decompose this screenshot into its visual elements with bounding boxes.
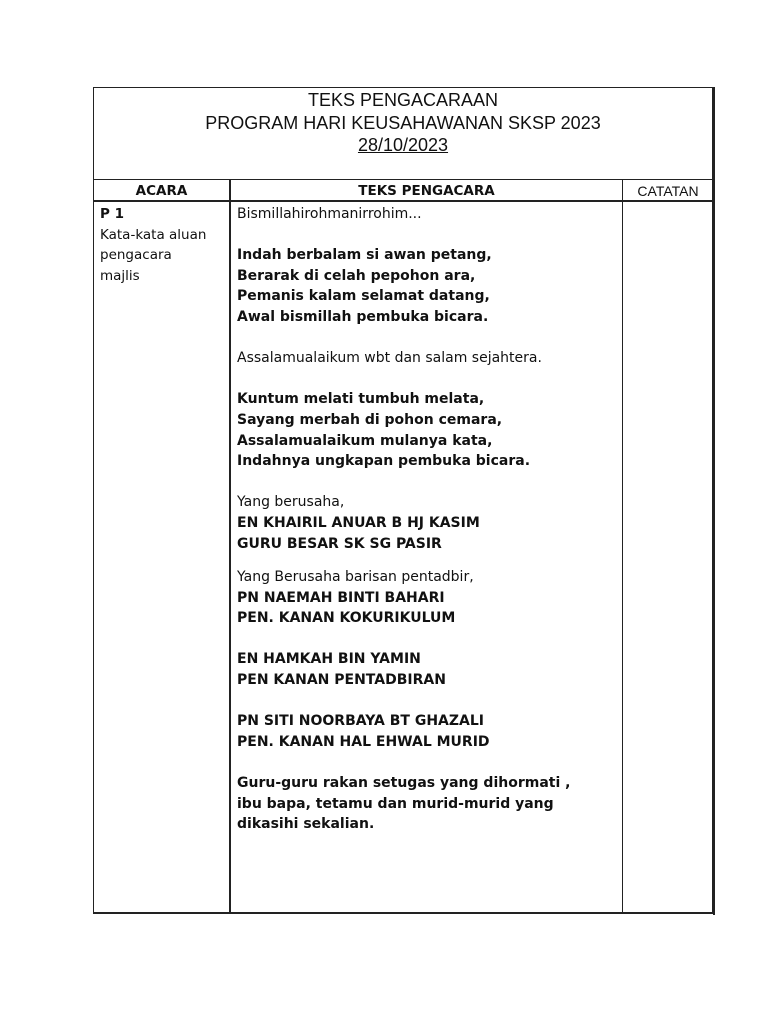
column-header-catatan: CATATAN — [637, 183, 699, 199]
column-header-acara: ACARA — [135, 183, 188, 199]
pk-pentadbiran-name: EN HAMKAH BIN YAMIN — [237, 651, 421, 668]
greeting-line: Assalamualaikum wbt dan salam sejahtera. — [237, 350, 542, 367]
acara-code: P 1 — [100, 206, 124, 222]
header-program: PROGRAM HARI KEUSAHAWANAN SKSP 2023 — [205, 113, 601, 133]
pk-kokurikulum-title: PEN. KANAN KOKURIKULUM — [237, 610, 456, 627]
header-bottom-rule — [94, 179, 713, 180]
catatan-cell — [623, 202, 713, 912]
closing-line: dikasihi sekalian. — [237, 816, 375, 833]
header-date: 28/10/2023 — [357, 135, 449, 155]
column-header-rule — [94, 200, 713, 202]
guru-besar-title: GURU BESAR SK SG PASIR — [237, 535, 442, 552]
pantun1-line: Awal bismillah pembuka bicara. — [237, 308, 489, 325]
pk-hem-name: PN SITI NOORBAYA BT GHAZALI — [237, 713, 485, 730]
acara-cell — [100, 204, 225, 286]
pantun1-line: Pemanis kalam selamat datang, — [237, 288, 490, 305]
pantun1-line: Indah berbalam si awan petang, — [237, 247, 492, 264]
pk-hem-title: PEN. KANAN HAL EHWAL MURID — [237, 733, 490, 750]
acara-desc-line: pengacara — [100, 247, 172, 264]
pantun2-line: Assalamualaikum mulanya kata, — [237, 432, 493, 449]
table-right-border — [713, 87, 715, 915]
pk-kokurikulum-name: PN NAEMAH BINTI BAHARI — [237, 589, 445, 606]
header-title: TEKS PENGACARAAN — [307, 90, 499, 110]
column-divider-acara — [229, 180, 231, 913]
teks-pengacara-cell — [237, 204, 617, 835]
yang-berusaha-line: Yang berusaha, — [237, 494, 345, 511]
column-header-teks: TEKS PENGACARA — [358, 183, 495, 199]
closing-line: Guru-guru rakan setugas yang dihormati , — [237, 775, 571, 792]
document-header — [94, 88, 712, 180]
guru-besar-name: EN KHAIRIL ANUAR B HJ KASIM — [237, 514, 480, 531]
pentadbir-intro-line: Yang Berusaha barisan pentadbir, — [237, 569, 474, 586]
pantun1-line: Berarak di celah pepohon ara, — [237, 267, 476, 284]
closing-line: ibu bapa, tetamu dan murid-murid yang — [237, 795, 554, 812]
pantun2-line: Indahnya ungkapan pembuka bicara. — [237, 453, 531, 470]
acara-desc-line: majlis — [100, 267, 140, 284]
pk-pentadbiran-title: PEN KANAN PENTADBIRAN — [237, 672, 446, 689]
pantun2-line: Kuntum melati tumbuh melata, — [237, 391, 485, 408]
opening-line: Bismillahirohmanirrohim... — [237, 206, 422, 222]
acara-desc-line: Kata-kata aluan — [100, 226, 207, 243]
pantun2-line: Sayang merbah di pohon cemara, — [237, 411, 503, 428]
